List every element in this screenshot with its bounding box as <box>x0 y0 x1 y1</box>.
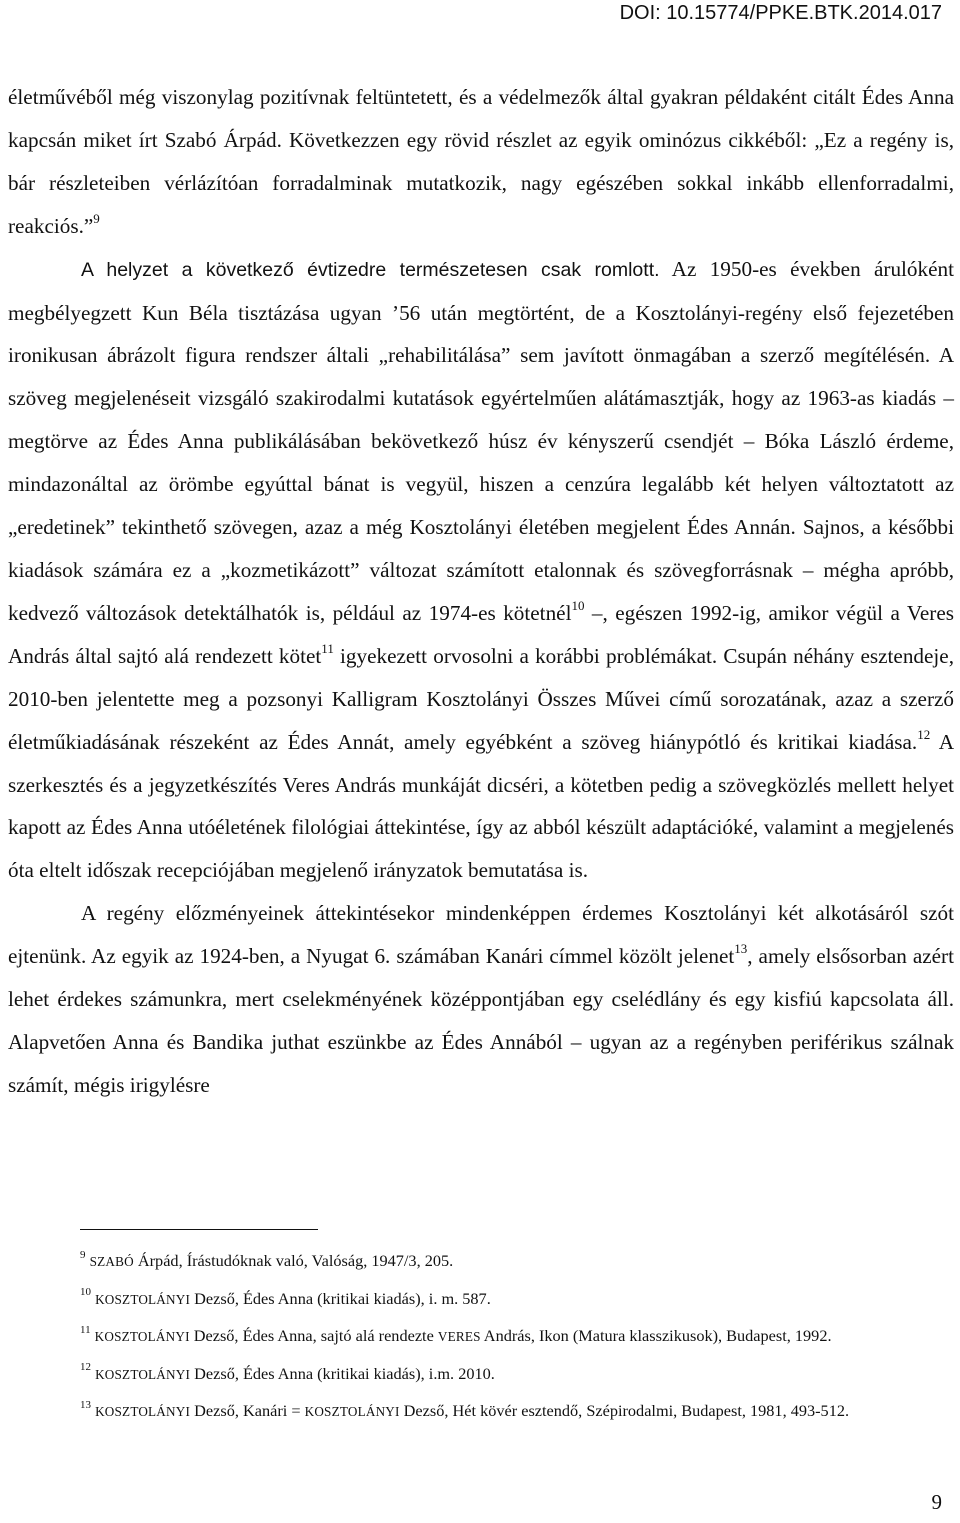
footnote-ref-10: 10 <box>571 597 585 613</box>
text-run: Az 1950-es években árulóként megbélyegzett Kun Béla tisztázása ugyan ’56 után megtörtént, de a Kosztolányi-regény első fejezetében ironikusan ábrázolt figura rendszer általi „rehabilitálása” sem javított önmagában a szerző megítélésén. <box>8 256 955 368</box>
footnote-text: Dezső, Édes Anna (kritikai kiadás), i. m. 587. <box>190 1288 491 1308</box>
footnote-number: 11 <box>80 1323 91 1336</box>
footnote-ref-13: 13 <box>734 941 748 957</box>
footnote-number: 10 <box>80 1286 91 1299</box>
footnote-text: Dezső, Kanári = <box>190 1401 305 1421</box>
text-run: igyekezett orvosolni a korábbi problémákat. Csupán néhány esztendeje, 2010-ben jelentette meg a pozsonyi Kalligram Kosztolányi Összes Művei című sorozatának, azaz a szerző életműkiadásának részeként az Édes Annát, amely egyébként a szöveg hiánypótló és kritikai kiadása. <box>8 643 954 754</box>
text-run: A regény előzményeinek áttekintésekor mindenképpen érdemes Kosztolányi két alkotásáról szót ejtenünk. Az egyik az 1924-ben, a Nyugat 6. számában Kanári címmel közölt jelenet <box>8 901 954 969</box>
author-name: KOSZTOLÁNYI <box>95 1404 191 1420</box>
footnotes <box>80 1243 954 1431</box>
text-run: életművéből még viszonylag pozitívnak feltüntetett, és a védelmezők által gyakran példaként citált Édes Anna kapcsán miket írt Szabó Árpád. Következzen egy rövid részlet az egyik ominózus cikkéből: „Ez a regény is, bár részleteiben vérlázítóan forradalminak mutatkozik, nagy egészében sokkal inkább ellenforradalmi, reakciós.” <box>8 85 954 238</box>
paragraph-1 <box>8 76 954 892</box>
footnote-text: Dezső, Édes Anna (kritikai kiadás), i.m. 2010. <box>190 1363 495 1383</box>
footnote-text: Dezső, Hét kövér esztendő, Szépirodalmi, Budapest, 1981, 493-512. <box>399 1401 850 1421</box>
footnote-ref-9: 9 <box>93 210 100 226</box>
author-name: KOSZTOLÁNYI <box>304 1404 400 1420</box>
footnote-ref-12: 12 <box>917 726 931 742</box>
footnote-12 <box>80 1356 954 1394</box>
footnote-13 <box>80 1393 954 1431</box>
footnote-text: Árpád, Írástudóknak való, Valóság, 1947/3, 205. <box>133 1251 454 1270</box>
footnote-text: András, Ikon (Matura klasszikusok), Budapest, 1992. <box>480 1326 832 1346</box>
footnote-separator <box>80 1229 318 1230</box>
footnote-number: 12 <box>80 1361 91 1374</box>
footnote-9 <box>80 1243 954 1281</box>
footnote-number: 9 <box>80 1248 86 1261</box>
author-name: KOSZTOLÁNYI <box>95 1291 191 1307</box>
text-run-sans: A helyzet a következő évtizedre természetesen csak romlott. <box>81 258 660 281</box>
page-number: 9 <box>931 1490 942 1514</box>
main-text <box>8 76 954 1107</box>
footnote-11 <box>80 1318 954 1356</box>
doi-header: DOI: 10.15774/PPKE.BTK.2014.017 <box>619 2 942 24</box>
author-name: SZABÓ <box>89 1254 134 1269</box>
footnote-ref-11: 11 <box>321 640 334 656</box>
author-name: KOSZTOLÁNYI <box>95 1366 191 1382</box>
footnote-10 <box>80 1281 954 1319</box>
footnote-number: 13 <box>80 1398 91 1411</box>
paragraph-2 <box>8 892 954 1107</box>
text-run: –, egészen 1992-ig, amikor végül a Veres András által sajtó alá rendezett kötet <box>8 600 954 668</box>
text-run: A szöveg megjelenéseit vizsgáló szakirodalmi kutatások egyértelműen alátámasztják, hogy az 1963-as kiadás – megtörve az Édes Anna publikálásában bekövetkező húsz év kényszerű csendjét – Bóka László érdeme, mindazonáltal az örömbe egyúttal bánat is vegyül, hiszen a cenzúra legalább két helyen változtatott az „eredetinek” tekinthető szövegen, azaz a még Kosztolányi életében megjelent Édes Annán. Sajnos, a későbbi kiadások számára ez a „kozmetikázott” változat számított etalonnak és szövegforrásnak – mégha apróbb, kedvező változások detektálhatók is, például az 1974-es kötetnél <box>8 343 954 625</box>
editor-name: VERES <box>437 1329 481 1345</box>
text-run: A szerkesztés és a jegyzetkészítés Veres András munkáját dicséri, a kötetben pedig a szövegközlés mellett helyet kapott az Édes Anna utóéletének filológiai áttekintése, így az abból készült adaptációké, valamint a megjelenés óta eltelt időszak recepciójában megjelenő irányzatok bemutatása is. <box>8 729 954 883</box>
footnote-text: Dezső, Édes Anna, sajtó alá rendezte <box>189 1326 438 1346</box>
author-name: KOSZTOLÁNYI <box>94 1329 190 1345</box>
text-run: , amely elsősorban azért lehet érdekes számunkra, mert cselekményének középpontjában egy cselédlány és egy kisfiú kapcsolata áll. Alapvetően Anna és Bandika juthat eszünkbe az Édes Annából – ugyan az a regényben periférikus szálnak számít, mégis irigylésre <box>8 944 955 1097</box>
